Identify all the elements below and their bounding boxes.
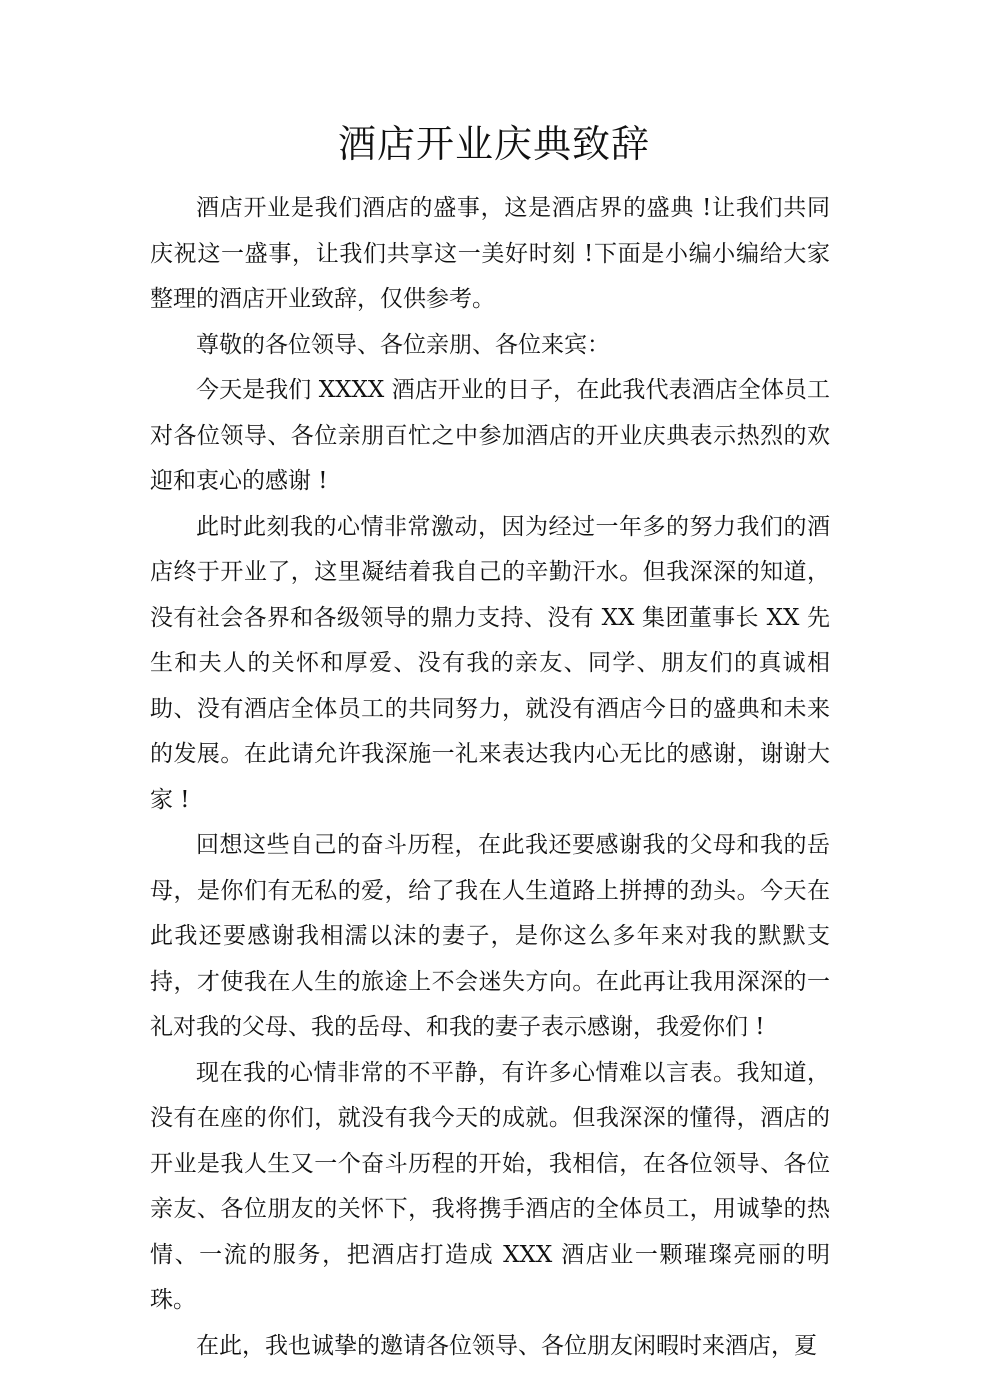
paragraph-family: 回想这些自己的奋斗历程，在此我还要感谢我的父母和我的岳母，是你们有无私的爱，给了我在人生道路上拼搏的劲头。今天在此我还要感谢我相濡以沫的妻子，是你这么多年来对我的默默支持，才使我在人生的旅途上不会迷失方向。在此再让我用深深的一礼对我的父母、我的岳母、和我的妻子表示感谢，我爱你们 ! — [150, 832, 830, 1040]
paragraph-welcome: 今天是我们 XXXX 酒店开业的日子，在此我代表酒店全体员工对各位领导、各位亲朋百忙之中参加酒店的开业庆典表示热烈的欢迎和衷心的感谢 ! — [150, 377, 830, 494]
paragraph-salutation: 尊敬的各位领导、各位亲朋、各位来宾： — [196, 331, 610, 358]
paragraph-future: 现在我的心情非常的不平静，有许多心情难以言表。我知道，没有在座的你们，就没有我今天的成就。但我深深的懂得，酒店的开业是我人生又一个奋斗历程的开始，我相信，在各位领导、各位亲友、各位朋友的关怀下，我将携手酒店的全体员工，用诚挚的热情、一流的服务，把酒店打造成 XXX 酒店业一颗璀璨亮丽的明珠。 — [150, 1059, 830, 1313]
page-title: 酒店开业庆典致辞 — [337, 122, 650, 166]
document-body — [150, 186, 830, 1369]
paragraph-gratitude: 此时此刻我的心情非常激动，因为经过一年多的努力我们的酒店终于开业了，这里凝结着我自己的辛勤汗水。但我深深的知道，没有社会各界和各级领导的鼎力支持、没有 XX 集团董事长 XX 先生和夫人的关怀和厚爱、没有我的亲友、同学、朋友们的真诚相助、没有酒店全体员工的共同努力，就没有酒店今日的盛典和未来的发展。在此请允许我深施一礼来表达我内心无比的感谢，谢谢大家 ! — [150, 513, 830, 813]
paragraph-invitation: 在此，我也诚挚的邀请各位领导、各位朋友闲暇时来酒店，夏 — [196, 1332, 817, 1359]
paragraph-intro: 酒店开业是我们酒店的盛事，这是酒店界的盛典 !让我们共同庆祝这一盛事，让我们共享这一美好时刻 !下面是小编小编给大家整理的酒店开业致辞，仅供参考。 — [150, 195, 830, 312]
